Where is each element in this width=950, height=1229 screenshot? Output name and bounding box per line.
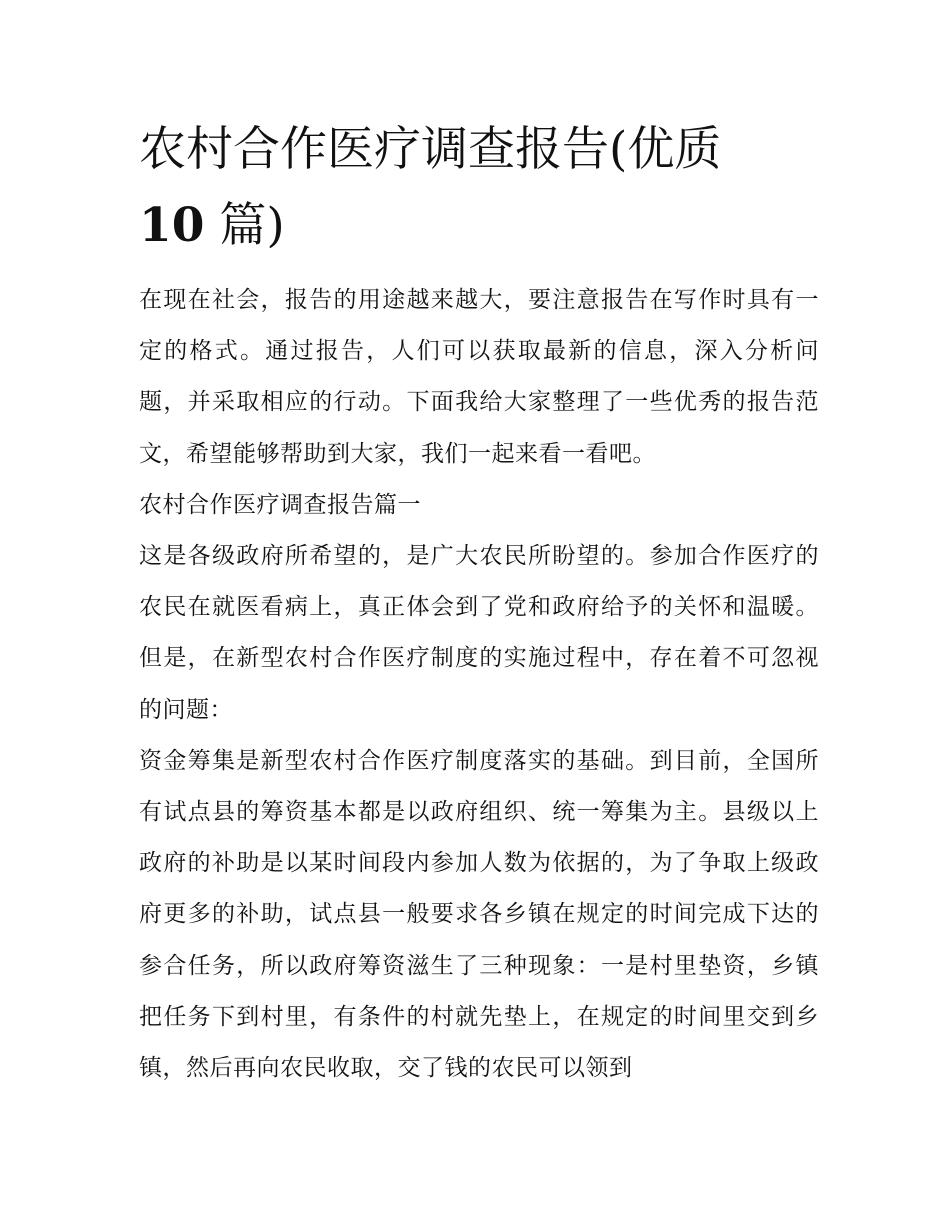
body-paragraph: 这是各级政府所希望的，是广大农民所盼望的。参加合作医疗的农民在就医看病上，真正体会到了党和政府给予的关怀和温暖。但是，在新型农村合作医疗制度的实施过程中，存在着不可忽视的问题： [139,543,819,723]
intro-paragraph: 在现在社会，报告的用途越来越大，要注意报告在写作时具有一定的格式。通过报告，人们可以获取最新的信息，深入分析问题，并采取相应的行动。下面我给大家整理了一些优秀的报告范文，希望能够帮助到大家，我们一起来看一看吧。 [139,287,819,467]
title-line-1: 农村合作医疗调查报告(优质 [139,122,722,177]
document-body [139,275,819,1094]
title-number: 10 [139,198,205,253]
body-paragraph: 资金筹集是新型农村合作医疗制度落实的基础。到目前，全国所有试点县的筹资基本都是以政府组织、统一筹集为主。县级以上政府的补助是以某时间段内参加人数为依据的，为了争取上级政府更多的补助，试点县一般要求各乡镇在规定的时间完成下达的参合任务，所以政府筹资滋生了三种现象：一是村里垫资，乡镇把任务下到村里，有条件的村就先垫上，在规定的时间里交到乡镇，然后再向农民收取，交了钱的农民可以领到 [139,747,819,1082]
section-heading: 农村合作医疗调查报告篇一 [139,491,421,518]
document-title [139,112,819,264]
title-line-2-rest: 篇) [204,198,285,253]
